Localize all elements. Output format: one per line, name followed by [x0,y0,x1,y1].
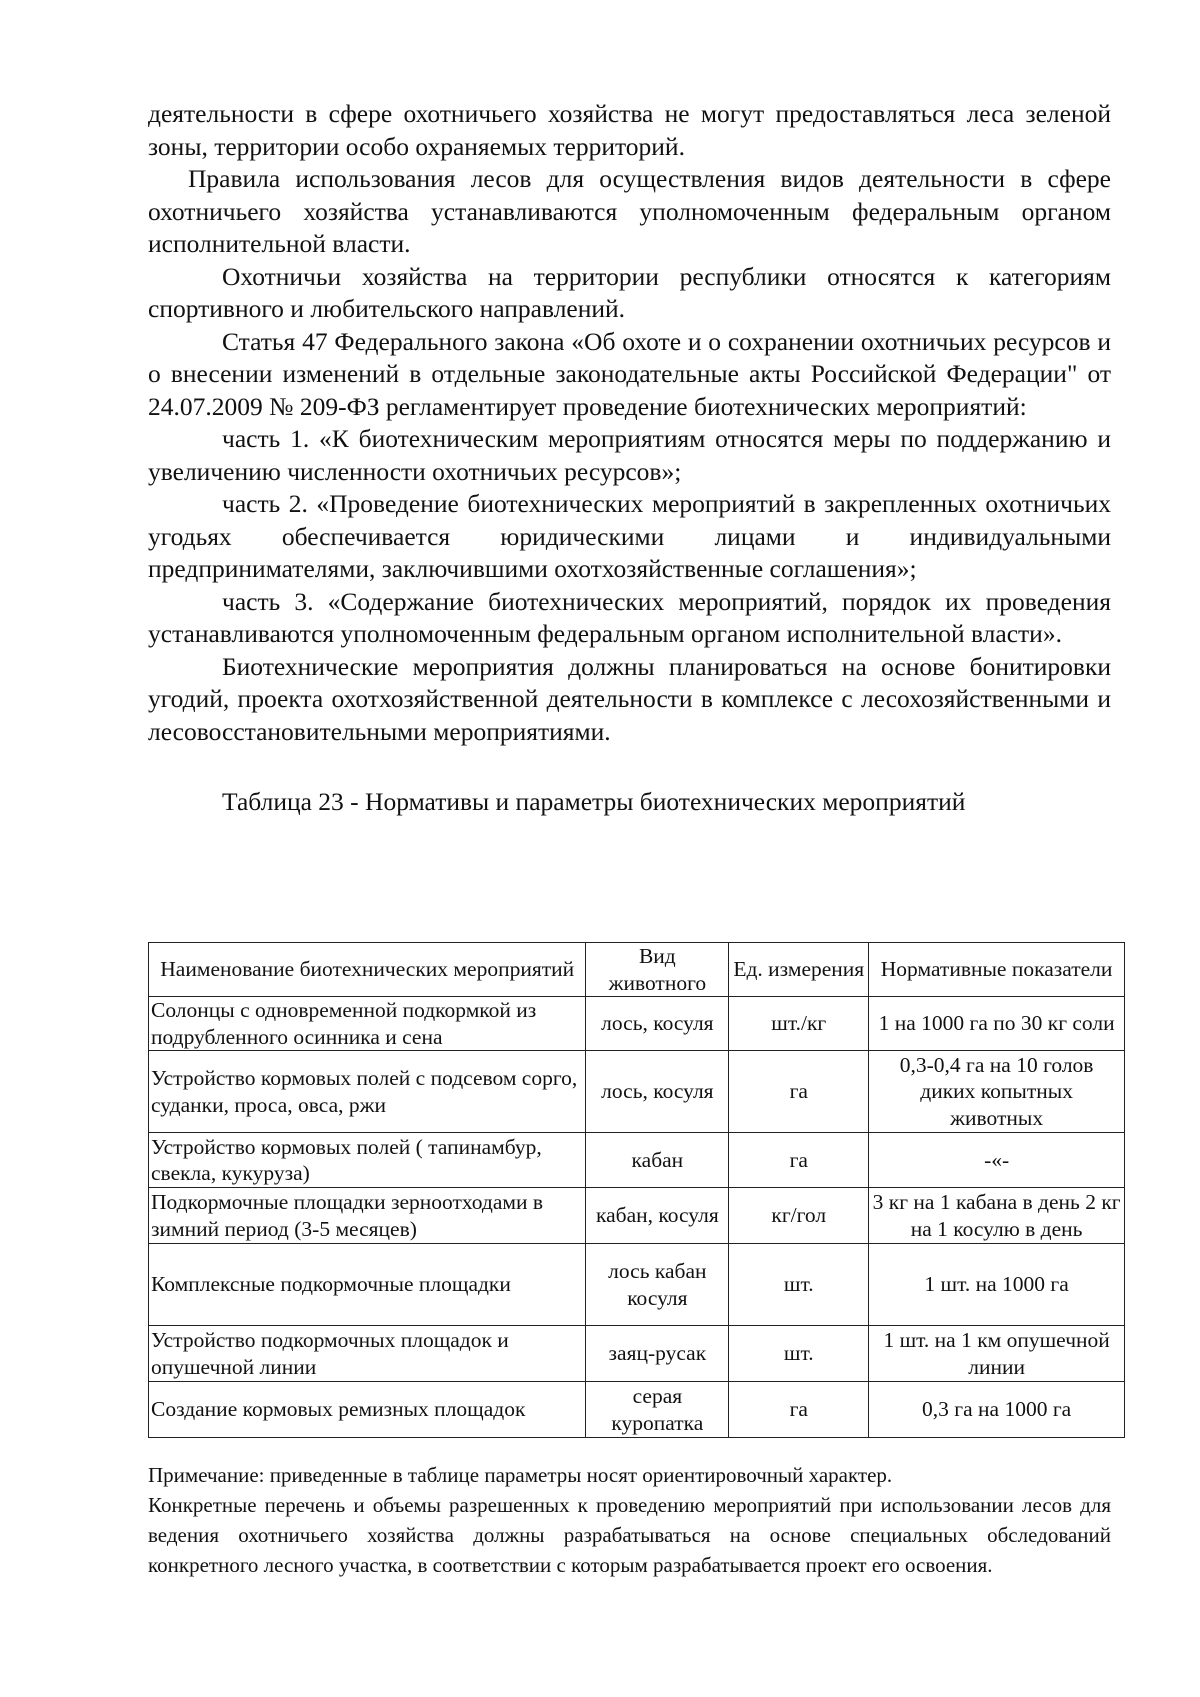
paragraph-intro: деятельности в сфере охотничьего хозяйства не могут предоставляться леса зеленой зоны, территории особо охраняемых территорий. [148,99,1111,161]
cell-unit: шт. [729,1326,869,1382]
cell-activity: Подкормочные площадки зерноотходами в зимний период (3-5 месяцев) [149,1188,586,1244]
paragraph-part-3: часть 3. «Содержание биотехнических мероприятий, порядок их проведения устанавливаются уполномоченным федеральным органом исполнительной власти». [148,586,1111,648]
cell-animal: кабан, косуля [586,1188,729,1244]
table-row [149,1188,1125,1244]
header-activity: Наименование биотехнических мероприятий [149,943,586,997]
table-row [149,1326,1125,1382]
cell-unit: кг/гол [729,1188,869,1244]
table-row [149,997,1125,1051]
cell-norm: 3 кг на 1 кабана в день 2 кг на 1 косулю в день [869,1188,1125,1244]
document-body [148,98,1111,818]
cell-norm: 1 на 1000 га по 30 кг соли [869,997,1125,1051]
cell-activity: Комплексные подкормочные площадки [149,1244,586,1326]
note-approximate: Примечание: приведенные в таблице параметры носят ориентировочный характер. [148,1463,893,1487]
header-unit: Ед. измерения [729,943,869,997]
cell-animal: лось, косуля [586,1051,729,1133]
cell-animal: лось, косуля [586,997,729,1051]
cell-norm: 0,3-0,4 га на 10 голов диких копытных животных [869,1051,1125,1133]
table-row [149,1244,1125,1326]
cell-activity: Устройство кормовых полей с подсевом сорго, суданки, проса, овса, ржи [149,1051,586,1133]
paragraph-rules: Правила использования лесов для осуществления видов деятельности в сфере охотничьего хозяйства устанавливаются уполномоченным федеральным органом исполнительной власти. [148,164,1111,258]
cell-activity: Создание кормовых ремизных площадок [149,1382,586,1438]
cell-unit: га [729,1133,869,1188]
table-row [149,1051,1125,1133]
cell-animal: лось кабан косуля [586,1244,729,1326]
cell-norm: 1 шт. на 1000 га [869,1244,1125,1326]
table-row [149,1382,1125,1438]
paragraph-part-2: часть 2. «Проведение биотехнических мероприятий в закрепленных охотничьих угодьях обеспечивается юридическими лицами и индивидуальными предпринимателями, заключившими охотхозяйственные соглашения»; [148,489,1111,583]
table-header-row [149,943,1125,997]
table-notes [148,1460,1111,1580]
header-norm: Нормативные показатели [869,943,1125,997]
cell-animal: кабан [586,1133,729,1188]
note-specific-lists: Конкретные перечень и объемы разрешенных к проведению мероприятий при использовании лесов для ведения охотничьего хозяйства должны разрабатываться на основе специальных обследований конкретного лесного участка, в соответствии с которым разрабатывается проект его освоения. [148,1493,1111,1577]
cell-activity: Солонцы с одновременной подкормкой из подрубленного осинника и сена [149,997,586,1051]
header-animal: Вид животного [586,943,729,997]
biotechnical-norms-table [148,942,1125,1438]
cell-animal: заяц-русак [586,1326,729,1382]
cell-norm: 0,3 га на 1000 га [869,1382,1125,1438]
cell-animal: серая куропатка [586,1382,729,1438]
paragraph-planning: Биотехнические мероприятия должны планироваться на основе бонитировки угодий, проекта охотхозяйственной деятельности в комплексе с лесохозяйственными и лесовосстановительными мероприятиями. [148,651,1111,746]
paragraph-categories: Охотничьи хозяйства на территории республики относятся к категориям спортивного и любительского направлений. [148,261,1111,323]
cell-unit: шт./кг [729,997,869,1051]
cell-unit: шт. [729,1244,869,1326]
paragraph-article-47: Статья 47 Федерального закона «Об охоте и о сохранении охотничьих ресурсов и о внесении изменений в отдельные законодательные акты Российской Федерации" от 24.07.2009 № 209-ФЗ регламентирует проведение биотехнических мероприятий: [148,326,1111,421]
cell-norm: -«- [869,1133,1125,1188]
cell-unit: га [729,1051,869,1133]
paragraph-part-1: часть 1. «К биотехническим мероприятиям относятся меры по поддержанию и увеличению численности охотничьих ресурсов»; [148,424,1111,486]
table-caption: Таблица 23 - Нормативы и параметры биотехнических мероприятий [222,787,966,816]
table-row [149,1133,1125,1188]
cell-activity: Устройство кормовых полей ( тапинамбур, свекла, кукуруза) [149,1133,586,1188]
cell-norm: 1 шт. на 1 км опушечной линии [869,1326,1125,1382]
cell-activity: Устройство подкормочных площадок и опушечной линии [149,1326,586,1382]
cell-unit: га [729,1382,869,1438]
